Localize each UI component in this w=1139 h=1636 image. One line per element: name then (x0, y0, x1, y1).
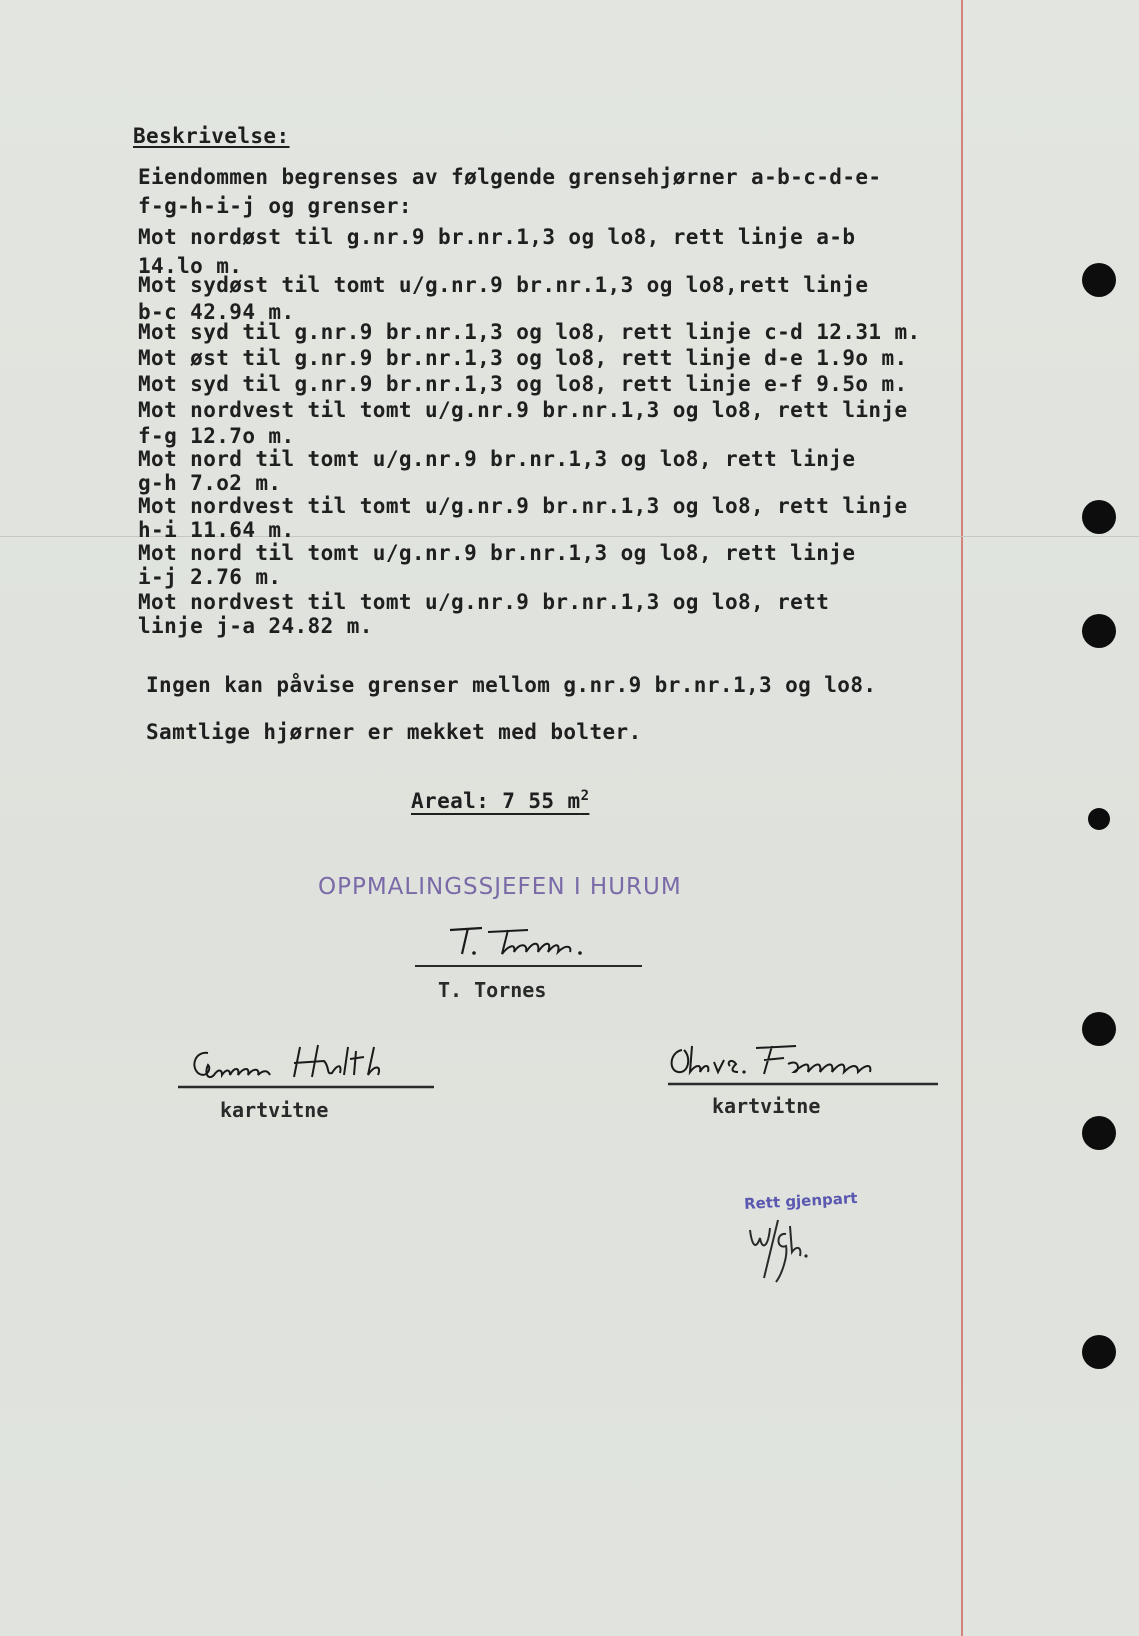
description-line: Mot nordvest til tomt u/g.nr.9 br.nr.1,3 og lo8, rett (138, 590, 830, 614)
description-line: Mot nord til tomt u/g.nr.9 br.nr.1,3 og lo8, rett linje (138, 447, 856, 471)
description-line: Mot syd til g.nr.9 br.nr.1,3 og lo8, rett linje e-f 9.5o m. (138, 372, 908, 396)
description-line: g-h 7.o2 m. (138, 471, 282, 495)
description-line: f-g 12.7o m. (138, 424, 295, 448)
note-no-boundary: Ingen kan påvise grenser mellom g.nr.9 br.nr.1,3 og lo8. (146, 673, 877, 697)
binder-hole (1082, 1012, 1116, 1046)
office-stamp: OPPMALINGSSJEFEN I HURUM (318, 874, 682, 900)
margin-line (961, 0, 963, 1636)
signer-signature (410, 922, 650, 972)
description-line: Mot syd til g.nr.9 br.nr.1,3 og lo8, rett linje c-d 12.31 m. (138, 320, 921, 344)
description-line: Mot nordvest til tomt u/g.nr.9 br.nr.1,3 og lo8, rett linje (138, 494, 908, 518)
binder-hole (1088, 808, 1110, 830)
witness2-signature (660, 1040, 940, 1090)
witness1-signature (178, 1043, 448, 1093)
certification-stamp: Rett gjenpart (743, 1189, 858, 1213)
binder-hole (1082, 1116, 1116, 1150)
description-line: Mot nord til tomt u/g.nr.9 br.nr.1,3 og lo8, rett linje (138, 541, 856, 565)
description-line: Mot øst til g.nr.9 br.nr.1,3 og lo8, rett linje d-e 1.9o m. (138, 346, 908, 370)
description-line: Eiendommen begrenses av følgende grensehjørner a-b-c-d-e- (138, 165, 882, 189)
certification-initials (746, 1216, 836, 1288)
description-line: Mot nordvest til tomt u/g.nr.9 br.nr.1,3 og lo8, rett linje (138, 398, 908, 422)
area-label: Areal: 7 55 m (411, 789, 581, 813)
description-line: i-j 2.76 m. (138, 565, 282, 589)
description-line: 14.lo m. (138, 254, 243, 278)
note-corners-marked: Samtlige hjørner er mekket med bolter. (146, 720, 642, 744)
binder-hole (1082, 614, 1116, 648)
binder-hole (1082, 500, 1116, 534)
description-heading: Beskrivelse: (133, 124, 290, 148)
area-value (411, 788, 589, 813)
signer-name: T. Tornes (438, 978, 547, 1002)
description-line: h-i 11.64 m. (138, 518, 295, 542)
witness2-role: kartvitne (712, 1094, 821, 1118)
area-unit-superscript: 2 (580, 788, 590, 804)
witness1-role: kartvitne (220, 1098, 329, 1122)
description-line: linje j-a 24.82 m. (138, 614, 373, 638)
description-line: f-g-h-i-j og grenser: (138, 194, 412, 218)
binder-hole (1082, 263, 1116, 297)
binder-hole (1082, 1335, 1116, 1369)
description-line: b-c 42.94 m. (138, 300, 295, 324)
description-line: Mot sydøst til tomt u/g.nr.9 br.nr.1,3 og lo8,rett linje (138, 273, 869, 297)
description-line: Mot nordøst til g.nr.9 br.nr.1,3 og lo8, rett linje a-b (138, 225, 856, 249)
